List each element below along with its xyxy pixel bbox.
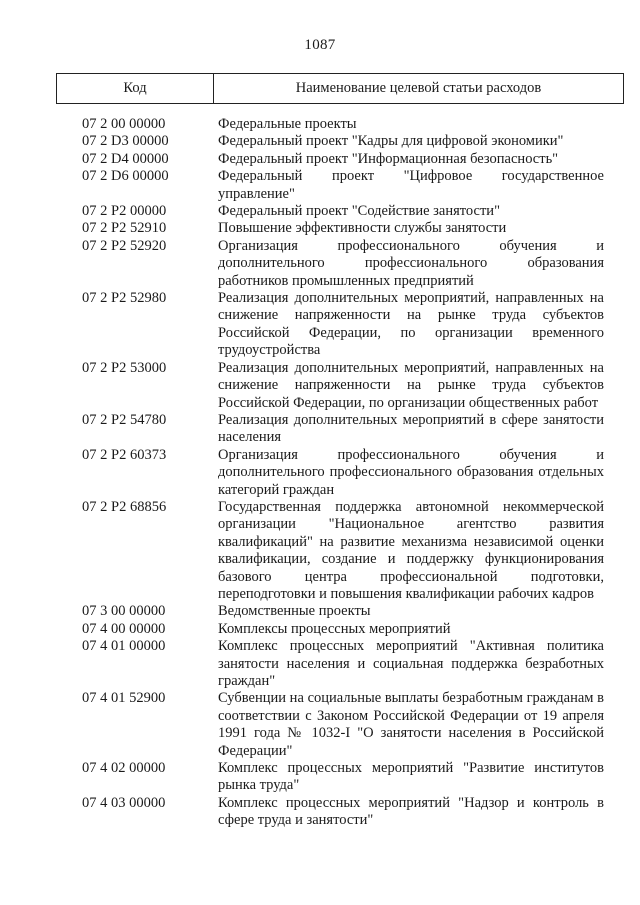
item-code: 07 4 02 00000 — [82, 760, 166, 777]
item-name: Реализация дополнительных мероприятий в сфере занятости населения — [218, 411, 604, 446]
item-code: 07 2 P2 53000 — [82, 359, 167, 376]
table-header — [56, 73, 624, 104]
item-code: 07 2 P2 68856 — [82, 498, 167, 515]
item-code: 07 4 01 52900 — [82, 690, 166, 707]
item-name: Ведомственные проекты — [218, 603, 371, 620]
list-item — [0, 168, 640, 203]
list-item — [0, 760, 640, 795]
item-code: 07 4 00 00000 — [82, 620, 166, 637]
list-item — [0, 290, 640, 360]
list-item — [0, 116, 640, 133]
item-code: 07 2 P2 52920 — [82, 237, 167, 254]
item-code: 07 4 01 00000 — [82, 638, 166, 655]
item-name: Федеральные проекты — [218, 116, 357, 132]
list-item — [0, 360, 640, 412]
item-name: Организация профессионального обучения и дополнительного профессионального образования работников промышленных предприятий — [218, 237, 604, 289]
item-name: Комплекс процессных мероприятий "Надзор и контроль в сфере труда и занятости" — [218, 794, 604, 829]
item-code: 07 2 D3 00000 — [82, 133, 169, 150]
list-item — [0, 238, 640, 290]
item-code: 07 2 D6 00000 — [82, 168, 169, 185]
item-code: 07 4 03 00000 — [82, 794, 166, 811]
item-code: 07 3 00 00000 — [82, 603, 166, 620]
list-item — [0, 621, 640, 638]
header-name-column: Наименование целевой статьи расходов — [295, 80, 542, 96]
list-item — [0, 447, 640, 499]
item-name: Реализация дополнительных мероприятий, направленных на снижение напряженности на рынке труда субъектов Российской Федерации, по организации временного трудоустройства — [218, 290, 604, 359]
list-item — [0, 603, 640, 620]
item-name: Федеральный проект "Информационная безопасность" — [218, 150, 559, 167]
item-name: Федеральный проект "Кадры для цифровой экономики" — [218, 133, 564, 150]
item-code: 07 2 D4 00000 — [82, 150, 169, 167]
header-code-column: Код — [57, 74, 214, 103]
list-item — [0, 133, 640, 150]
item-name: Организация профессионального обучения и дополнительного профессионального образования отдельных категорий граждан — [218, 446, 604, 498]
expense-items-list — [0, 116, 640, 830]
list-item — [0, 795, 640, 830]
item-code: 07 2 00 00000 — [82, 116, 166, 132]
item-name: Повышение эффективности службы занятости — [218, 220, 507, 237]
list-item — [0, 151, 640, 168]
item-name: Комплекс процессных мероприятий "Активная политика занятости населения и социальная поддержка безработных граждан" — [218, 638, 604, 689]
list-item — [0, 638, 640, 690]
item-name: Государственная поддержка автономной некоммерческой организации "Национальное агентство развития квалификаций" на развитие механизма независимой оценки квалификации, создание и поддержку функционирования базового центра профессиональной подготовки, переподготовки и повышения квалификации рабочих кадров — [218, 498, 604, 602]
list-item — [0, 412, 640, 447]
list-item — [0, 690, 640, 760]
item-code: 07 2 P2 00000 — [82, 203, 167, 220]
item-name: Субвенции на социальные выплаты безработным гражданам в соответствии с Законом Российской Федерации от 19 апреля 1991 года № 1032-I "О занятости населения в Российской Федерации" — [218, 690, 604, 759]
page-number: 1087 — [304, 37, 336, 53]
list-item — [0, 220, 640, 237]
list-item — [0, 499, 640, 603]
item-code: 07 2 P2 60373 — [82, 446, 167, 463]
item-name: Федеральный проект "Цифровое государственное управление" — [218, 168, 604, 202]
item-name: Комплекс процессных мероприятий "Развитие институтов рынка труда" — [218, 760, 604, 794]
item-code: 07 2 P2 52980 — [82, 290, 167, 307]
item-code: 07 2 P2 54780 — [82, 411, 167, 428]
item-name: Реализация дополнительных мероприятий, направленных на снижение напряженности на рынке труда субъектов Российской Федерации, по организации общественных работ — [218, 359, 604, 411]
item-code: 07 2 P2 52910 — [82, 220, 167, 237]
item-name: Комплексы процессных мероприятий — [218, 620, 451, 637]
item-name: Федеральный проект "Содействие занятости" — [218, 203, 500, 220]
list-item — [0, 203, 640, 220]
